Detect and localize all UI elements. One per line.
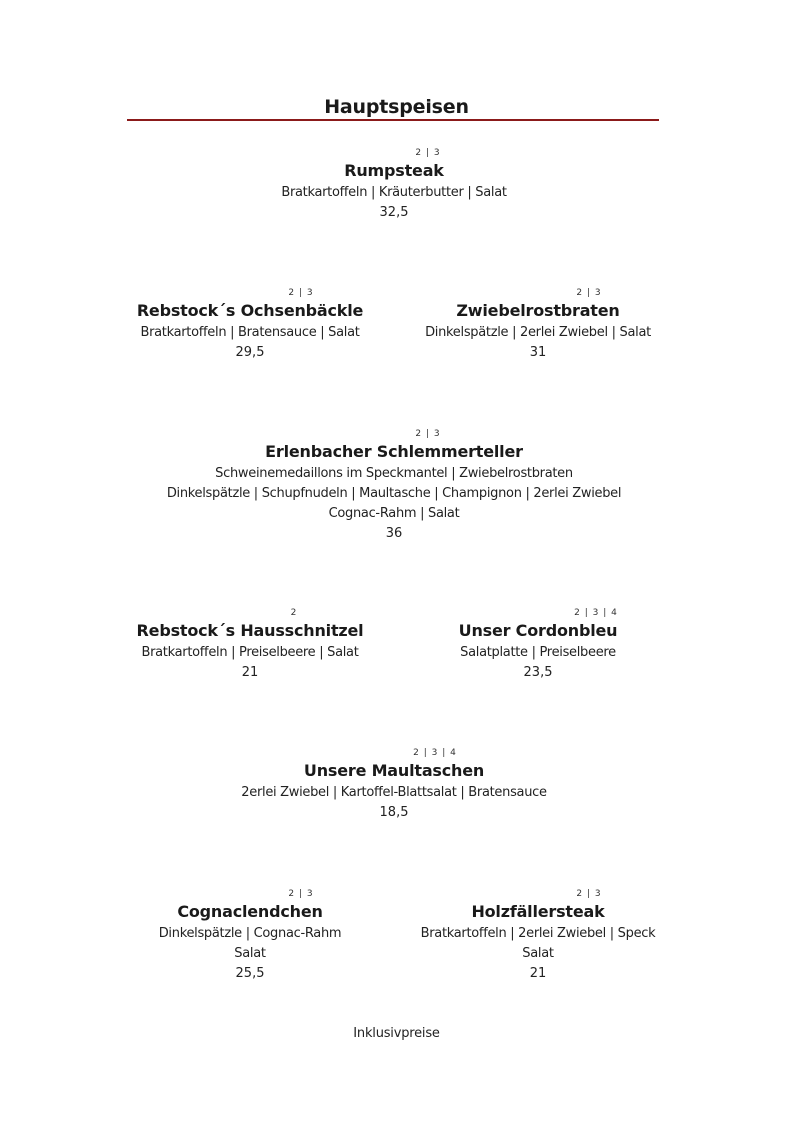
dish-price: 36 — [385, 526, 403, 541]
dish-zwiebelrostbraten — [425, 287, 651, 363]
allergen-codes: 2 | 3 — [576, 889, 602, 899]
price-note: Inklusivpreise — [353, 1026, 440, 1041]
dish-cordonbleu — [459, 607, 618, 683]
allergen-codes: 2 | 3 — [288, 889, 314, 899]
allergen-codes: 2 | 3 | 4 — [413, 748, 457, 758]
dish-price: 23,5 — [523, 665, 553, 680]
dish-price: 21 — [529, 966, 547, 981]
page-title: Hauptspeisen — [324, 96, 469, 118]
dish-description: Cognac-Rahm | Salat — [328, 506, 460, 521]
dish-description: Bratkartoffeln | Preiselbeere | Salat — [141, 645, 359, 660]
dish-name: Rumpsteak — [344, 161, 444, 180]
dish-description: 2erlei Zwiebel | Kartoffel-Blattsalat | Bratensauce — [241, 785, 547, 800]
dish-description: Salat — [522, 946, 554, 961]
dish-maultaschen — [241, 747, 546, 823]
allergen-codes: 2 | 3 — [288, 288, 314, 298]
dish-description: Schweinemedaillons im Speckmantel | Zwiebelrostbraten — [215, 466, 573, 481]
dish-name: Rebstock´s Hausschnitzel — [136, 621, 364, 640]
allergen-codes: 2 | 3 | 4 — [574, 608, 618, 618]
dish-description: Bratkartoffeln | 2erlei Zwiebel | Speck — [420, 926, 656, 941]
dish-price: 29,5 — [235, 345, 265, 360]
dish-holzfaellersteak — [421, 888, 656, 984]
dish-description: Dinkelspätzle | 2erlei Zwiebel | Salat — [425, 325, 651, 340]
dish-description: Dinkelspätzle | Schupfnudeln | Maultasche | Champignon | 2erlei Zwiebel — [166, 486, 622, 501]
dish-name: Zwiebelrostbraten — [456, 301, 620, 320]
allergen-codes: 2 | 3 — [576, 288, 602, 298]
dish-schlemmerteller — [167, 428, 621, 544]
dish-cognaclendchen — [159, 888, 342, 984]
dish-description: Salatplatte | Preiselbeere — [460, 645, 616, 660]
dish-ochsenbaeckle — [137, 287, 363, 363]
dish-name: Cognaclendchen — [177, 902, 323, 921]
dish-price: 18,5 — [379, 805, 409, 820]
dish-name: Unsere Maultaschen — [303, 761, 485, 780]
title-divider — [127, 119, 659, 121]
dish-price: 25,5 — [235, 966, 265, 981]
dish-name: Erlenbacher Schlemmerteller — [265, 442, 523, 461]
dish-description: Dinkelspätzle | Cognac-Rahm — [158, 926, 342, 941]
allergen-codes: 2 — [290, 608, 298, 618]
dish-price: 31 — [529, 345, 547, 360]
dish-name: Rebstock´s Ochsenbäckle — [136, 301, 364, 320]
dish-name: Holzfällersteak — [471, 902, 605, 921]
dish-name: Unser Cordonbleu — [458, 621, 618, 640]
allergen-codes: 2 | 3 — [415, 148, 441, 158]
dish-description: Salat — [234, 946, 266, 961]
dish-description: Bratkartoffeln | Bratensauce | Salat — [140, 325, 360, 340]
dish-hausschnitzel — [137, 607, 364, 683]
dish-description: Bratkartoffeln | Kräuterbutter | Salat — [281, 185, 507, 200]
dish-rumpsteak — [281, 147, 506, 223]
dish-price: 21 — [241, 665, 259, 680]
allergen-codes: 2 | 3 — [415, 429, 441, 439]
dish-price: 32,5 — [379, 205, 409, 220]
